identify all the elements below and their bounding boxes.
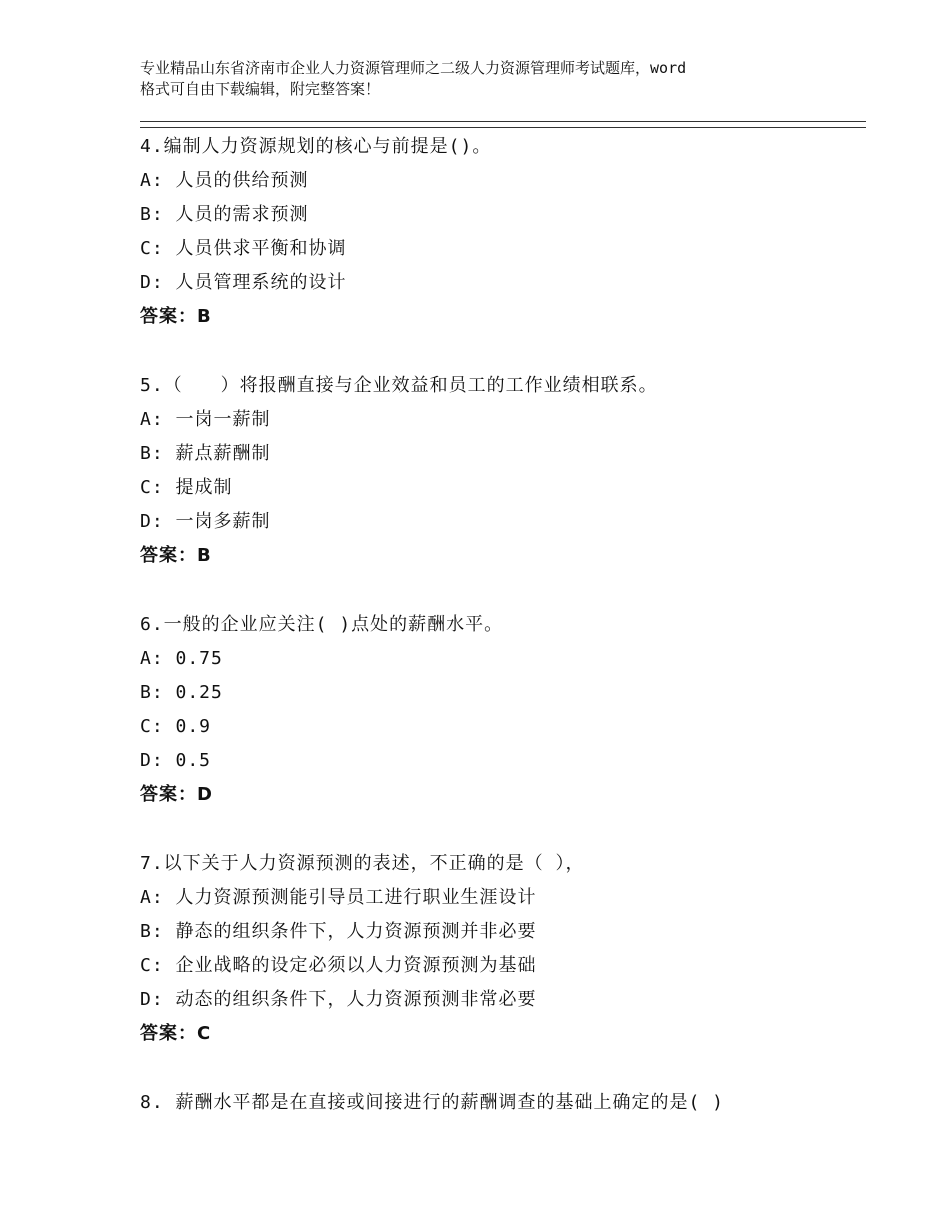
question-8: [140, 1086, 860, 1120]
question-stem: 7.以下关于人力资源预测的表述，不正确的是（ ），: [140, 853, 585, 874]
question-4: [140, 130, 860, 334]
answer-label: 答案：D: [140, 784, 213, 805]
answer-label: 答案：B: [140, 545, 212, 566]
option-b: B: 薪点薪酬制: [140, 443, 271, 464]
option-c: C: 企业战略的设定必须以人力资源预测为基础: [140, 955, 537, 976]
option-b: B: 静态的组织条件下，人力资源预测并非必要: [140, 921, 537, 942]
option-a: A: 0.75: [140, 648, 223, 669]
option-d: D: 动态的组织条件下，人力资源预测非常必要: [140, 989, 537, 1010]
document-header: 专业精品山东省济南市企业人力资源管理师之二级人力资源管理师考试题库，word 格式可自由下载编辑，附完整答案！: [140, 59, 687, 98]
question-stem: 6.一般的企业应关注( )点处的薪酬水平。: [140, 614, 504, 635]
option-b: B: 0.25: [140, 682, 223, 703]
option-a: A: 人力资源预测能引导员工进行职业生涯设计: [140, 887, 537, 908]
question-6: [140, 608, 860, 812]
option-c: C: 0.9: [140, 716, 212, 737]
option-a: A: 一岗一薪制: [140, 409, 271, 430]
option-a: A: 人员的供给预测: [140, 170, 309, 191]
header-divider: [140, 121, 866, 128]
question-stem: 4.编制人力资源规划的核心与前提是()。: [140, 136, 492, 157]
option-d: D: 0.5: [140, 750, 212, 771]
question-stem: 8. 薪酬水平都是在直接或间接进行的薪酬调查的基础上确定的是( ): [140, 1092, 725, 1113]
option-d: D: 人员管理系统的设计: [140, 272, 347, 293]
option-b: B: 人员的需求预测: [140, 204, 309, 225]
question-7: [140, 847, 860, 1051]
option-d: D: 一岗多薪制: [140, 511, 271, 532]
answer-label: 答案：B: [140, 306, 212, 327]
question-stem: 5.（ ）将报酬直接与企业效益和员工的工作业绩相联系。: [140, 375, 658, 396]
option-c: C: 提成制: [140, 477, 233, 498]
question-list: [140, 130, 860, 1155]
answer-label: 答案：C: [140, 1023, 212, 1044]
option-c: C: 人员供求平衡和协调: [140, 238, 347, 259]
question-5: [140, 369, 860, 573]
